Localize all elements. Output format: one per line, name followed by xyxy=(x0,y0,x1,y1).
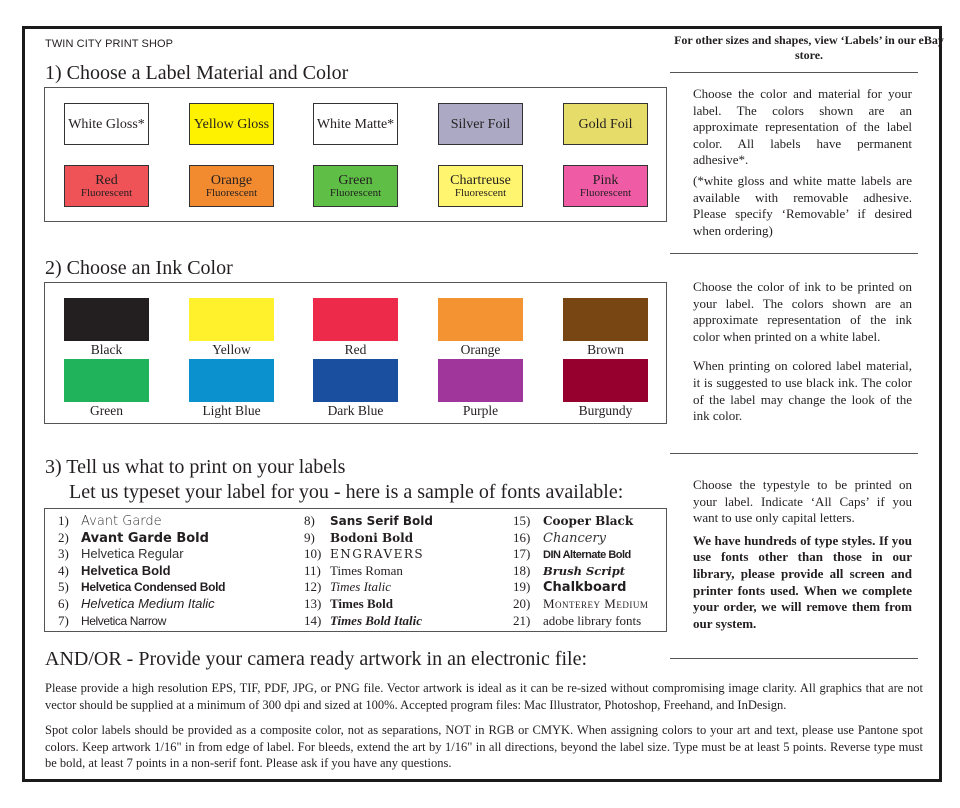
font-option[interactable]: 1) Avant Garde xyxy=(58,513,162,529)
material-label: Green xyxy=(338,172,373,188)
font-option[interactable]: 12) Times Italic xyxy=(304,579,392,595)
font-name: Avant Garde Bold xyxy=(81,530,209,546)
ink-swatch xyxy=(189,359,274,402)
ink-swatch xyxy=(313,359,398,402)
ink-label: Burgundy xyxy=(578,403,633,418)
material-yellow-gloss[interactable] xyxy=(189,103,274,145)
divider xyxy=(670,253,918,254)
font-column-2 xyxy=(304,513,433,629)
material-gold-foil[interactable] xyxy=(563,103,648,145)
material-label: Gold Foil xyxy=(578,116,633,132)
font-option[interactable]: 10) ENGRAVERS xyxy=(304,546,425,562)
font-option[interactable]: 21) adobe library fonts xyxy=(513,612,642,628)
ebay-store-note: For other sizes and shapes, view ‘Labels’ in our eBay store. xyxy=(674,33,944,62)
ink-swatch xyxy=(189,298,274,341)
material-panel xyxy=(44,87,667,222)
font-note: We have hundreds of type styles. If you use fonts other than those in our library, please provide all screen and printer fonts used. When we complete your order, we will remove them from our system. xyxy=(693,532,912,631)
font-name: Chancery xyxy=(543,530,606,546)
material-label: Pink xyxy=(592,172,619,188)
font-name: Times Italic xyxy=(330,579,392,595)
font-option[interactable]: 16) Chancery xyxy=(513,529,606,546)
section3-subtitle: Let us typeset your label for you - here is a sample of fonts available: xyxy=(69,481,624,503)
font-option[interactable]: 13) Times Bold xyxy=(304,595,393,611)
font-option[interactable]: 9) Bodoni Bold xyxy=(304,529,414,545)
material-white-gloss[interactable] xyxy=(64,103,149,145)
ink-label: Dark Blue xyxy=(327,403,384,418)
material-label: Orange xyxy=(210,172,253,188)
font-name: Brush Script xyxy=(543,563,626,578)
material-sublabel: Fluorescent xyxy=(454,186,507,199)
font-name: Times Bold Italic xyxy=(330,612,422,628)
material-label: Silver Foil xyxy=(450,116,511,132)
section4-title: AND/OR - Provide your camera ready artwork in an electronic file: xyxy=(45,648,588,670)
ink-swatch xyxy=(313,298,398,341)
ink-purple[interactable] xyxy=(438,359,523,418)
section3-title: 3) Tell us what to print on your labels xyxy=(45,456,346,478)
ink-label: Green xyxy=(90,403,123,418)
font-name: Avant Garde xyxy=(81,514,162,529)
font-option[interactable]: 3) Helvetica Regular xyxy=(58,546,184,562)
font-name: Sans Serif Bold xyxy=(330,514,433,528)
divider xyxy=(670,658,918,659)
material-sublabel: Fluorescent xyxy=(205,186,258,199)
font-info xyxy=(693,477,912,636)
font-name: Helvetica Narrow xyxy=(81,613,166,628)
ink-swatch xyxy=(438,359,523,402)
divider xyxy=(670,453,918,454)
ink-swatch xyxy=(563,359,648,402)
ink-swatch xyxy=(563,298,648,341)
font-name: Helvetica Regular xyxy=(81,546,184,562)
material-silver-foil[interactable] xyxy=(438,103,523,145)
material-red-fluorescent[interactable] xyxy=(64,165,149,207)
ink-label: Purple xyxy=(462,403,499,418)
font-name: DIN Alternate Bold xyxy=(543,549,631,562)
ink-swatch xyxy=(438,298,523,341)
ink-black[interactable] xyxy=(64,298,149,357)
font-option[interactable]: 11) Times Roman xyxy=(304,562,403,578)
font-name: Cooper Black xyxy=(543,514,634,528)
ink-red[interactable] xyxy=(313,298,398,357)
ink-panel xyxy=(44,282,667,424)
material-label: Chartreuse xyxy=(450,172,511,188)
material-chartreuse-fluorescent[interactable] xyxy=(438,165,523,207)
section1-title: 1) Choose a Label Material and Color xyxy=(45,62,349,84)
material-label: White Matte* xyxy=(316,116,395,132)
font-name: Bodoni Bold xyxy=(330,530,414,545)
font-column-1 xyxy=(58,513,225,629)
font-name: Chalkboard xyxy=(543,580,627,596)
material-label: White Gloss* xyxy=(68,116,145,132)
ink-orange[interactable] xyxy=(438,298,523,357)
section2-title: 2) Choose an Ink Color xyxy=(45,257,233,279)
ink-swatch xyxy=(64,298,149,341)
font-option[interactable]: 15) Cooper Black xyxy=(513,513,634,528)
font-name: Helvetica Condensed Bold xyxy=(81,580,226,595)
font-name: ENGRAVERS xyxy=(330,547,425,562)
ink-dark-blue[interactable] xyxy=(313,359,398,418)
material-label: Red xyxy=(95,172,118,188)
material-info xyxy=(693,86,912,243)
font-option[interactable]: 2) Avant Garde Bold xyxy=(58,529,209,546)
font-description: Choose the typestyle to be printed on your label. Indicate ‘All Caps’ if you want to use only capital letters. xyxy=(693,477,912,526)
ink-label: Orange xyxy=(460,342,501,357)
ink-yellow[interactable] xyxy=(189,298,274,357)
font-column-3 xyxy=(513,513,648,629)
ink-green[interactable] xyxy=(64,359,149,418)
font-option[interactable]: 17) DIN Alternate Bold xyxy=(513,546,631,562)
ink-swatch xyxy=(64,359,149,402)
font-option[interactable]: 4) Helvetica Bold xyxy=(58,562,171,578)
artwork-paragraph-2: Spot color labels should be provided as a composite color, not as separations, NOT in RGB or CMYK. When assigning colors to your art and text, please use Pantone spot colors. Keep artwork 1/16" in from edge of label. For bleeds, extend the art by 1/16" in all directions, beyond the label size. Type must be at least 5 points. Reverse type must be bold, at least 7 points in a non-serif font. Please ask if you have any questions. xyxy=(45,723,923,771)
divider xyxy=(670,72,918,73)
artwork-paragraph-1: Please provide a high resolution EPS, TIF, PDF, JPG, or PNG file. Vector artwork is ideal as it can be re-sized without compromising image clarity. All graphics that are not vector should be supplied at a minimum of 300 dpi and sized at 100%. Accepted program files: Mac Illustrator, Photoshop, Freehand, and InDesign. xyxy=(45,681,923,712)
material-description: Choose the color and material for your label. The colors shown are an approximate representation of the label color. All labels have permanent adhesive*. xyxy=(693,86,912,168)
ink-label: Black xyxy=(90,342,123,357)
font-option[interactable]: 19) Chalkboard xyxy=(513,579,627,596)
material-pink-fluorescent[interactable] xyxy=(563,165,648,207)
font-name: Helvetica Medium Italic xyxy=(81,595,215,611)
ink-label: Light Blue xyxy=(202,403,261,418)
font-name: Helvetica Bold xyxy=(81,562,171,578)
ink-label: Yellow xyxy=(212,342,251,357)
material-sublabel: Fluorescent xyxy=(80,186,133,199)
font-name: Times Roman xyxy=(330,562,403,578)
font-name: adobe library fonts xyxy=(543,612,642,628)
ink-label: Red xyxy=(344,342,367,357)
font-option[interactable]: 7) Helvetica Narrow xyxy=(58,612,166,628)
ink-label: Brown xyxy=(587,342,624,357)
ink-info xyxy=(693,279,912,429)
font-option[interactable]: 5) Helvetica Condensed Bold xyxy=(58,579,226,595)
font-option[interactable]: 8) Sans Serif Bold xyxy=(304,513,433,528)
material-white-matte[interactable] xyxy=(313,103,398,145)
material-sublabel: Fluorescent xyxy=(329,186,382,199)
material-orange-fluorescent[interactable] xyxy=(189,165,274,207)
material-label: Yellow Gloss xyxy=(193,116,270,132)
font-option[interactable]: 18) Brush Script xyxy=(513,562,626,578)
font-samples-panel xyxy=(44,508,667,632)
font-option[interactable]: 14) Times Bold Italic xyxy=(304,612,422,628)
material-sublabel: Fluorescent xyxy=(579,186,632,199)
font-name: Monterey Medium xyxy=(543,595,649,611)
font-option[interactable]: 6) Helvetica Medium Italic xyxy=(58,595,215,611)
material-green-fluorescent[interactable] xyxy=(313,165,398,207)
ink-brown[interactable] xyxy=(563,298,648,357)
removable-adhesive-note: (*white gloss and white matte labels are available with removable adhesive. Please specify ‘Removable’ if desired when ordering) xyxy=(693,172,912,238)
font-name: Times Bold xyxy=(330,595,393,611)
shop-name: TWIN CITY PRINT SHOP xyxy=(45,38,174,50)
ink-burgundy[interactable] xyxy=(563,359,648,418)
ink-light-blue[interactable] xyxy=(189,359,274,418)
font-option[interactable]: 20) Monterey Medium xyxy=(513,595,649,611)
ink-description: Choose the color of ink to be printed on your label. The colors shown are an approximate representation of the ink color when printed on a white label. xyxy=(693,279,912,344)
ink-note: When printing on colored label material, it is suggested to use black ink. The color of the label may change the look of the ink color. xyxy=(693,358,912,424)
